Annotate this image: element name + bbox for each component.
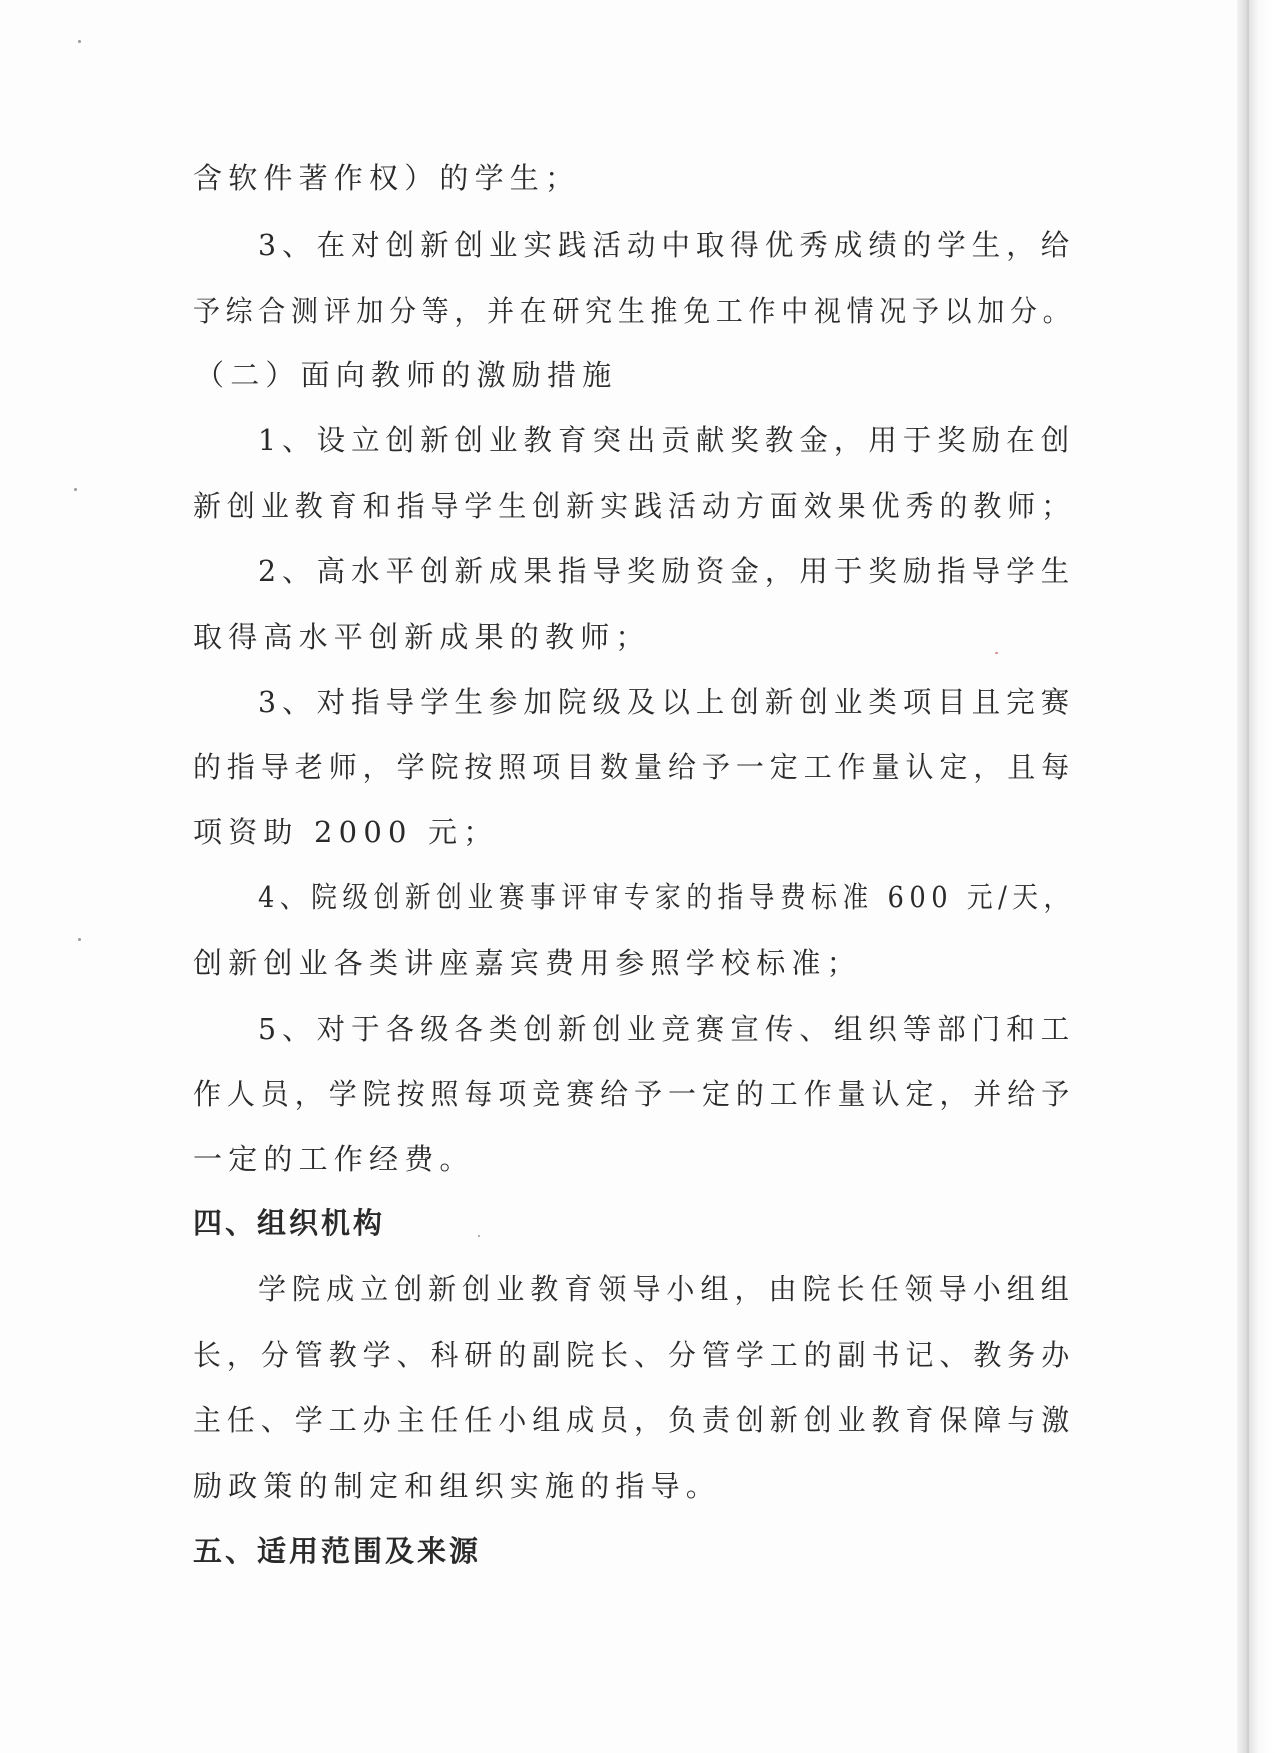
text-line: 5、对于各级各类创新创业竞赛宣传、组织等部门和工 xyxy=(258,1012,1076,1046)
text-line: 1、设立创新创业教育突出贡献奖教金，用于奖励在创 xyxy=(258,423,1076,457)
scanner-edge-line xyxy=(1247,0,1249,1753)
scan-speck xyxy=(995,652,998,654)
text-line: 2、高水平创新成果指导奖励资金，用于奖励指导学生 xyxy=(258,554,1076,588)
text-line: 作人员，学院按照每项竞赛给予一定的工作量认定，并给予 xyxy=(193,1077,1076,1111)
text-line: 予综合测评加分等，并在研究生推免工作中视情况予以加分。 xyxy=(193,294,1076,328)
text-line: 长，分管教学、科研的副院长、分管学工的副书记、教务办 xyxy=(193,1338,1076,1372)
text-line: 项资助 2000 元； xyxy=(193,815,499,849)
subheading: （二）面向教师的激励措施 xyxy=(195,358,618,392)
scan-speck xyxy=(478,1235,480,1237)
text-line: 励政策的制定和组织实施的指导。 xyxy=(193,1469,722,1503)
scanner-edge xyxy=(1237,0,1275,1753)
text-line: 的指导老师，学院按照项目数量给予一定工作量认定，且每 xyxy=(193,750,1076,784)
text-line: 新创业教育和指导学生创新实践活动方面效果优秀的教师； xyxy=(193,489,1076,523)
text-line: 4、院级创新创业赛事评审专家的指导费标准 600 元/天， xyxy=(258,880,1075,914)
section-heading: 五、适用范围及来源 xyxy=(193,1534,482,1568)
text-line: 学院成立创新创业教育领导小组，由院长任领导小组组 xyxy=(258,1272,1075,1306)
text-line: 含软件著作权）的学生； xyxy=(193,161,581,195)
scan-speck xyxy=(78,938,81,941)
text-line: 取得高水平创新成果的教师； xyxy=(193,620,651,654)
section-heading: 四、组织机构 xyxy=(193,1206,386,1240)
scan-speck xyxy=(74,488,77,491)
text-line: 一定的工作经费。 xyxy=(193,1142,475,1176)
text-line: 3、对指导学生参加院级及以上创新创业类项目且完赛 xyxy=(258,685,1076,719)
text-line: 3、在对创新创业实践活动中取得优秀成绩的学生，给 xyxy=(258,228,1076,262)
scan-speck xyxy=(78,40,81,43)
text-line: 主任、学工办主任任小组成员，负责创新创业教育保障与激 xyxy=(193,1403,1076,1437)
text-line: 创新创业各类讲座嘉宾费用参照学校标准； xyxy=(193,946,862,980)
